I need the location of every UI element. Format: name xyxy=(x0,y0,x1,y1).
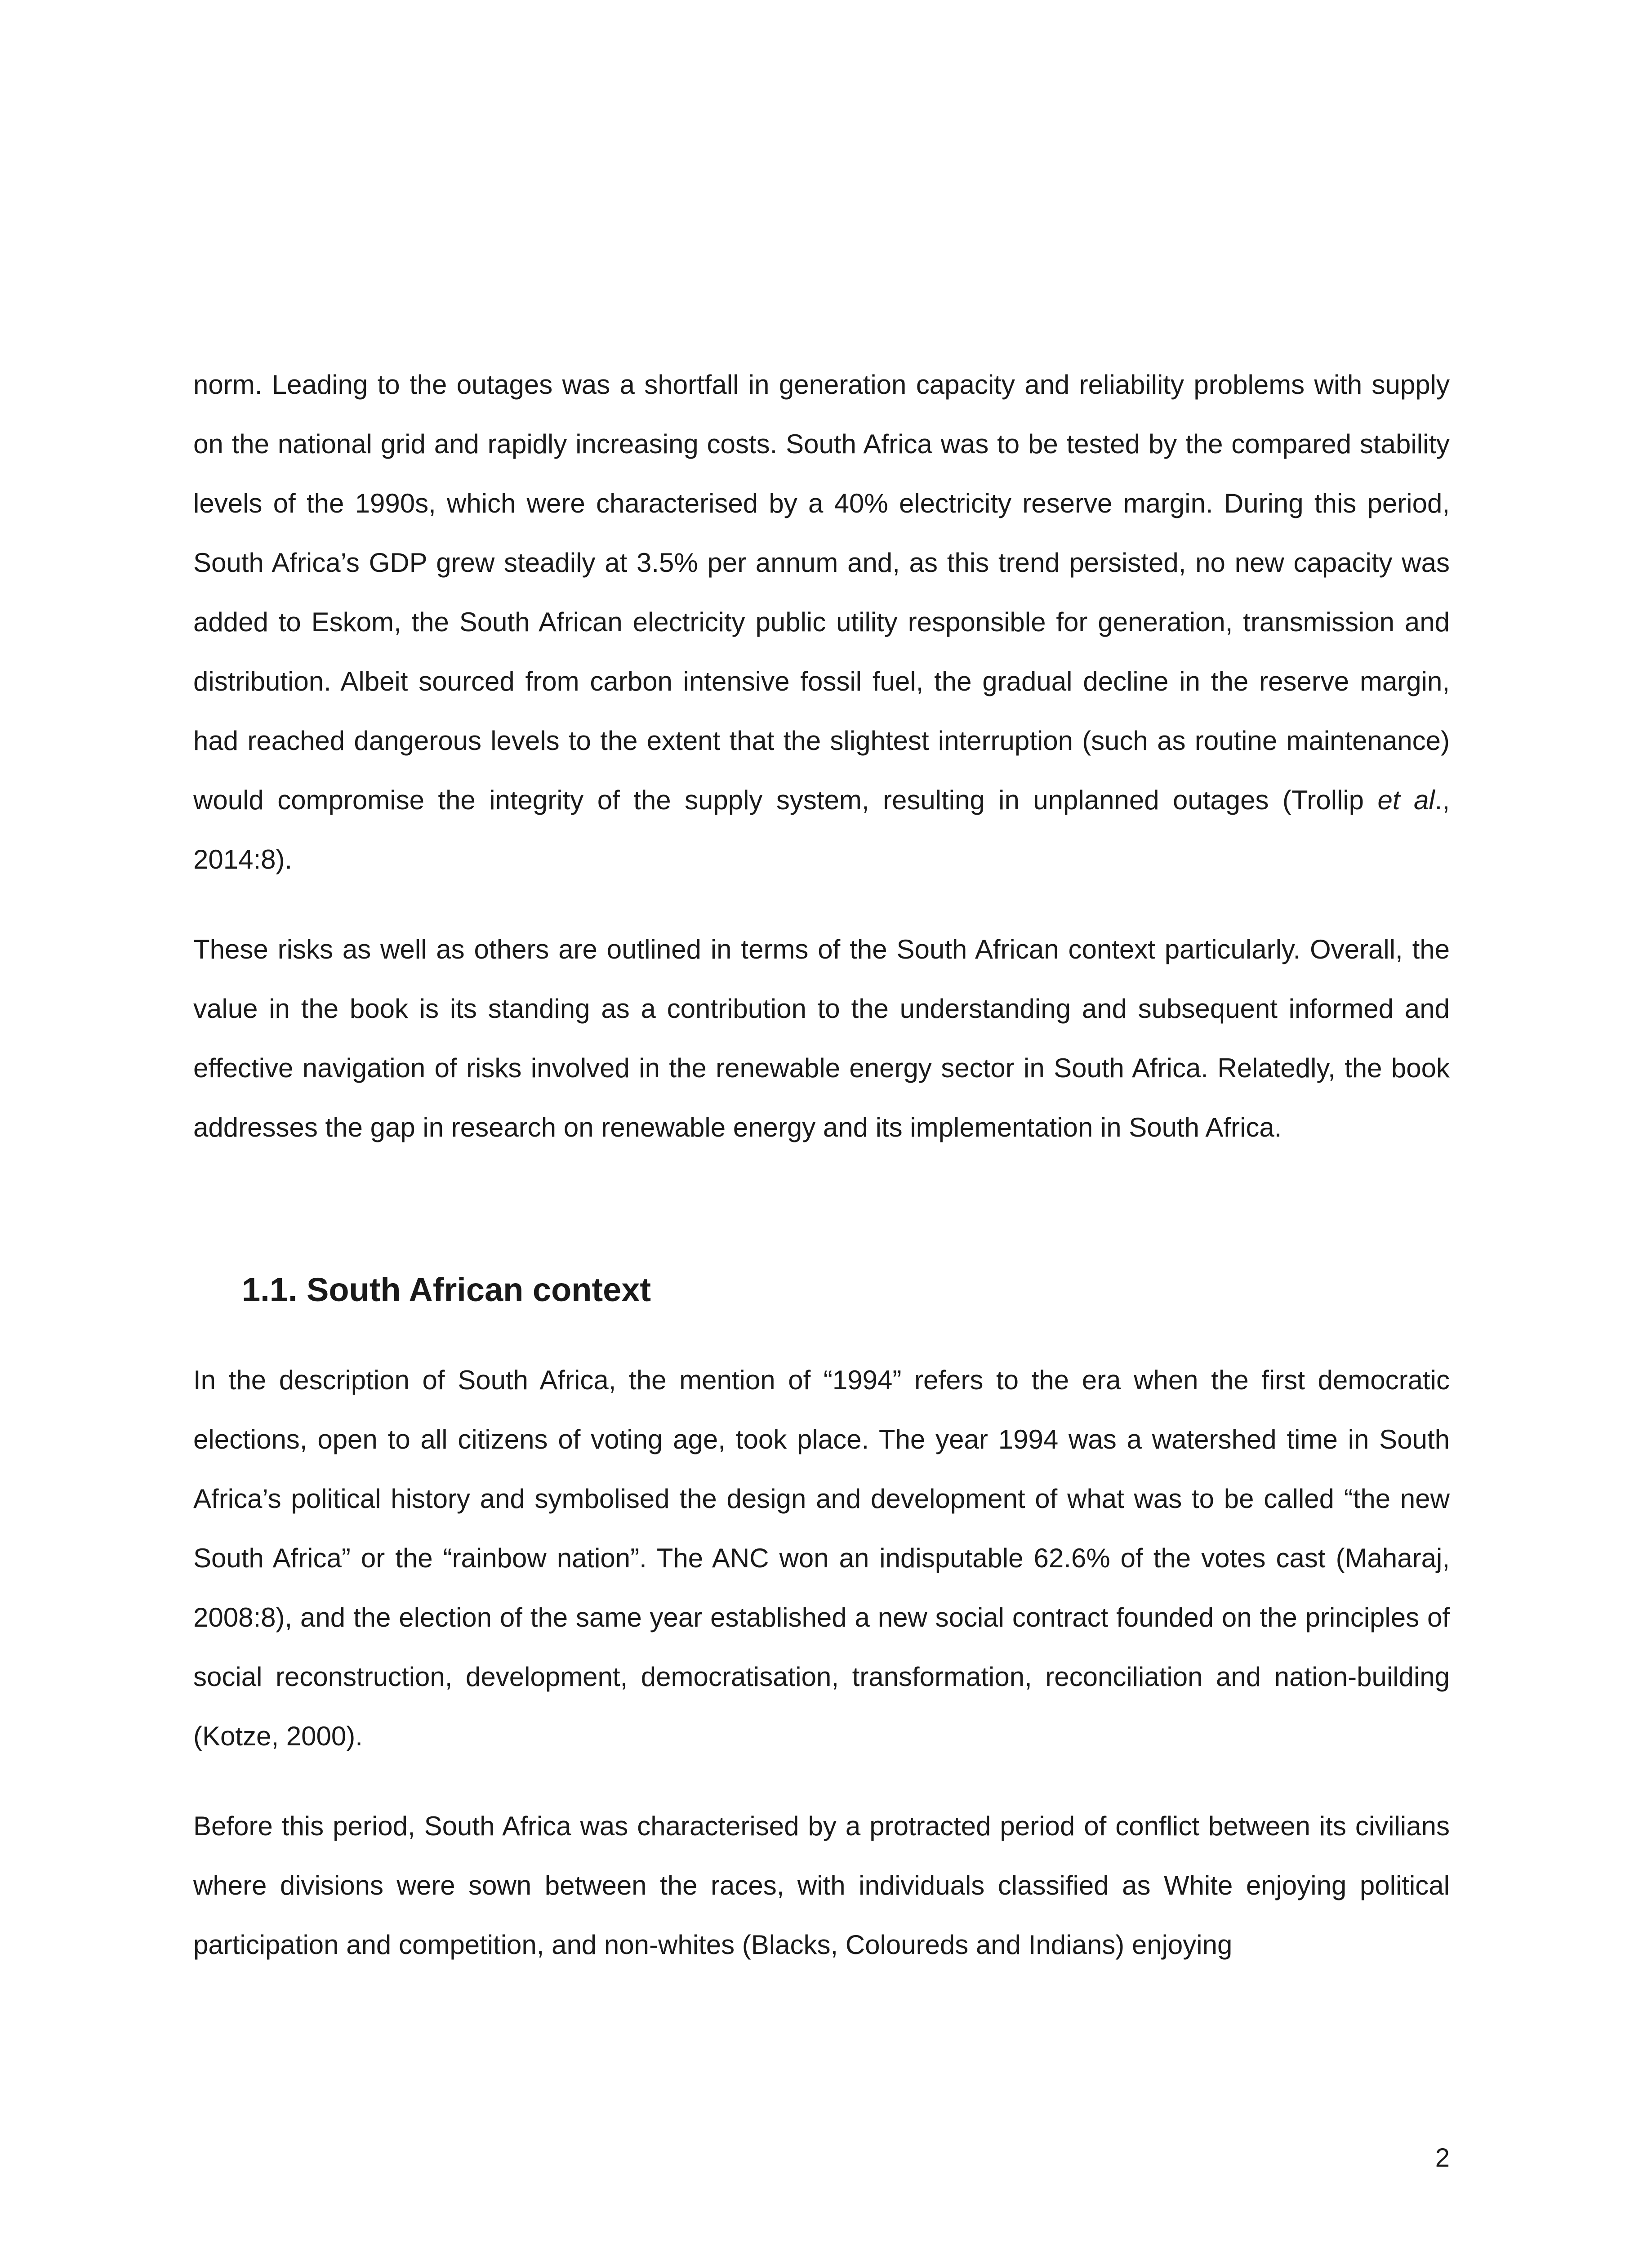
section-spacer xyxy=(193,1157,1450,1265)
paragraph-risks: These risks as well as others are outlined in terms of the South African context particularly. Overall, the value in the book is its standing as a contribution to the understanding and subsequent informed and effective navigation of risks involved in the renewable energy sector in South Africa. Relatedly, the book addresses the gap in research on renewable energy and its implementation in South Africa. xyxy=(193,934,1450,1142)
paragraph-1994: In the description of South Africa, the mention of “1994” refers to the era when the first democratic elections, open to all citizens of voting age, took place. The year 1994 was a watershed time in South Africa’s political history and symbolised the design and development of what was to be called “the new South Africa” or the “rainbow nation”. The ANC won an indisputable 62.6% of the votes cast (Maharaj, 2008:8), and the election of the same year established a new social contract founded on the principles of social reconstruction, development, democratisation, transformation, reconciliation and nation-building (Kotze, 2000). xyxy=(193,1365,1450,1751)
citation-italic: et al xyxy=(1377,785,1435,815)
page-content xyxy=(193,355,1450,1975)
section-heading: 1.1. South African context xyxy=(242,1271,651,1308)
paragraph-before-period: Before this period, South Africa was characterised by a protracted period of conflict between its civilians where divisions were sown between the races, with individuals classified as White enjoying political participation and competition, and non-whites (Blacks, Coloureds and Indians) enjoying xyxy=(193,1811,1450,1960)
paragraph-spacer xyxy=(193,1766,1450,1797)
page-number: 2 xyxy=(1435,2143,1450,2172)
paragraph-outages-text: norm. Leading to the outages was a shortfall in generation capacity and reliability problems with supply on the national grid and rapidly increasing costs. South Africa was to be tested by the compared stability levels of the 1990s, which were characterised by a 40% electricity reserve margin. During this period, South Africa’s GDP grew steadily at 3.5% per annum and, as this trend persisted, no new capacity was added to Eskom, the South African electricity public utility responsible for generation, transmission and distribution. Albeit sourced from carbon intensive fossil fuel, the gradual decline in the reserve margin, had reached dangerous levels to the extent that the slightest interruption (such as routine maintenance) would compromise the integrity of the supply system, resulting in unplanned outages (Trollip xyxy=(193,370,1450,815)
paragraph-outages-citation-end: ., 2014:8). xyxy=(193,785,1450,874)
paragraph-spacer xyxy=(193,889,1450,920)
paragraph-outages xyxy=(193,355,1450,889)
